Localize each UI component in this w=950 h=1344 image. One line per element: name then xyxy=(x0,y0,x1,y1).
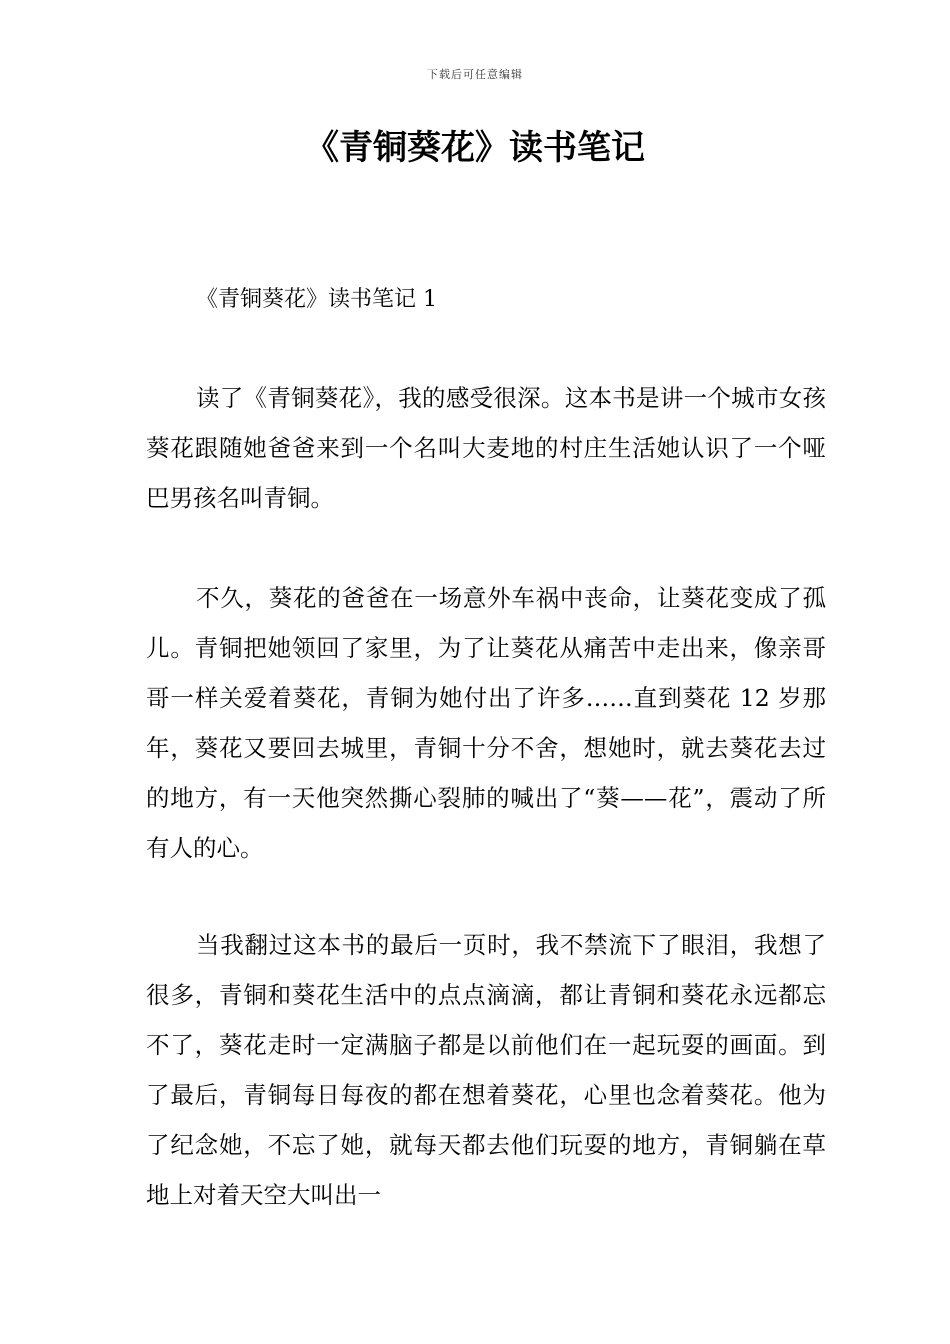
header-note: 下载后可任意编辑 xyxy=(427,68,523,81)
paragraph-2: 不久，葵花的爸爸在一场意外车祸中丧命，让葵花变成了孤儿。青铜把她领回了家里，为了让葵花从痛苦中走出来，像亲哥哥一样关爱着葵花，青铜为她付出了许多……直到葵花 12 岁那年，葵花又要回去城里，青铜十分不舍，想她时，就去葵花去过的地方，有一天他突然撕心裂肺的喊出了“葵——花”，震动了所有人的心。 xyxy=(146,584,826,862)
paragraph-1: 读了《青铜葵花》，我的感受很深。这本书是讲一个城市女孩葵花跟随她爸爸来到一个名叫大麦地的村庄生活她认识了一个哑巴男孩名叫青铜。 xyxy=(146,384,826,512)
paragraph-3: 当我翻过这本书的最后一页时，我不禁流下了眼泪，我想了很多，青铜和葵花生活中的点点滴滴，都让青铜和葵花永远都忘不了，葵花走时一定满脑子都是以前他们在一起玩耍的画面。到了最后，青铜每日每夜的都在想着葵花，心里也念着葵花。他为了纪念她，不忘了她，就每天都去他们玩耍的地方，青铜躺在草地上对着天空大叫出一 xyxy=(146,931,826,1209)
document-title: 《青铜葵花》读书笔记 xyxy=(305,128,645,168)
section-heading: 《青铜葵花》读书笔记 1 xyxy=(196,287,437,312)
